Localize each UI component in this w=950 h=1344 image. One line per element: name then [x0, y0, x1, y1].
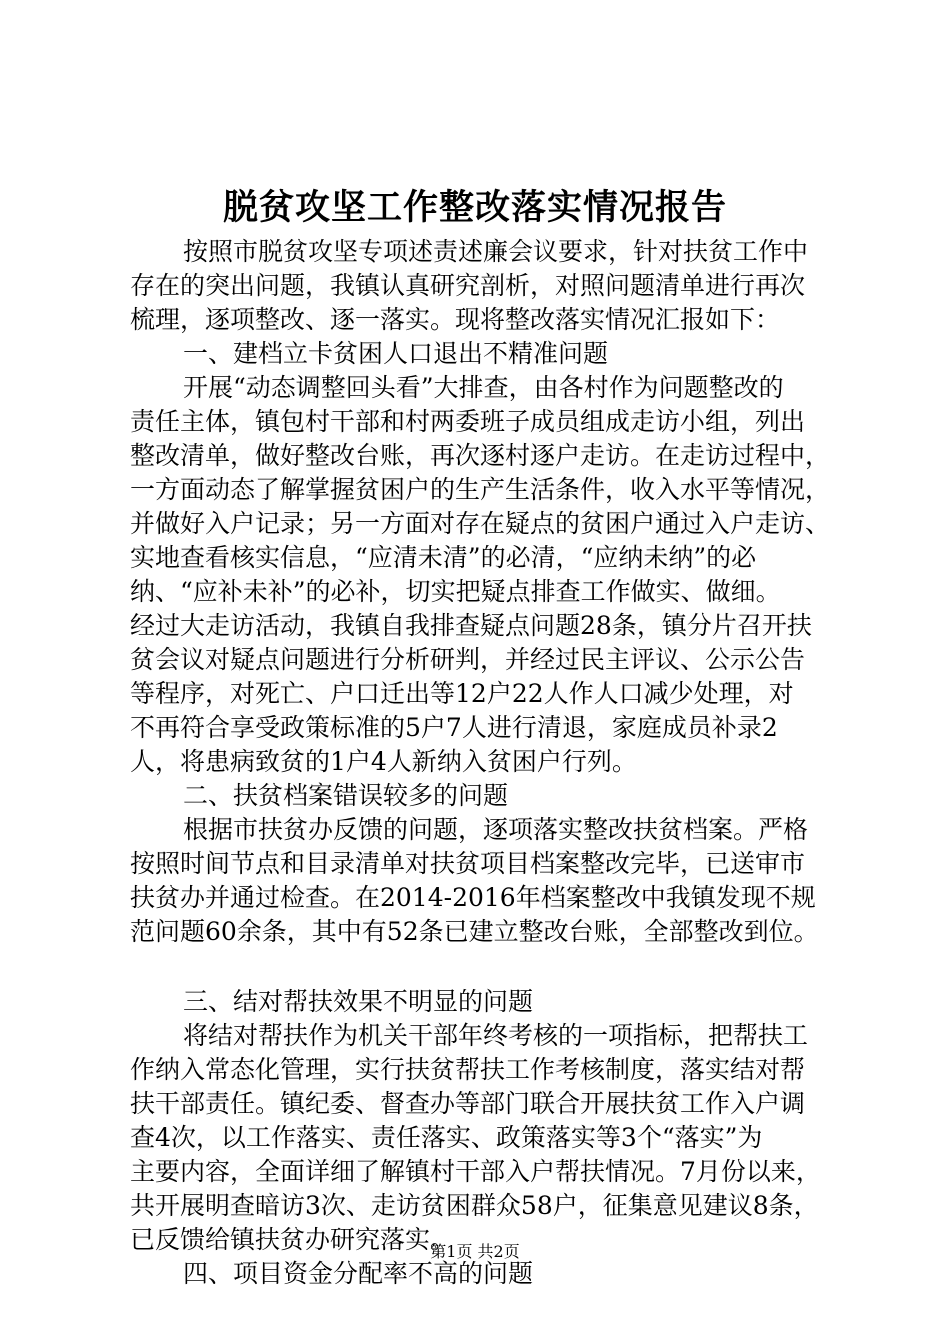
- section-heading-2: 二、扶贫档案错误较多的问题: [183, 781, 509, 810]
- section-1-paragraph-line: 责任主体，镇包村干部和村两委班子成员组成走访小组，列出: [130, 407, 806, 436]
- section-2-paragraph-line: 范问题60余条，其中有52条已建立整改台账，全部整改到位。: [130, 917, 819, 946]
- section-3-paragraph-line: 扶干部责任。镇纪委、督查办等部门联合开展扶贫工作入户调: [130, 1089, 806, 1118]
- section-heading-1: 一、建档立卡贫困人口退出不精准问题: [183, 339, 609, 368]
- paragraph-gap: [130, 949, 830, 985]
- section-1-paragraph-line: 纳、“应补未补”的必补，切实把疑点排查工作做实、做细。: [130, 577, 781, 606]
- page-number-footer: 第1页 共2页: [430, 1242, 520, 1261]
- section-1-paragraph-line: 经过大走访活动，我镇自我排查疑点问题28条，镇分片召开扶: [130, 611, 812, 640]
- section-1-paragraph-line: 整改清单，做好整改台账，再次逐村逐户走访。在走访过程中，: [130, 441, 831, 470]
- paragraph-intro-line: 梳理，逐项整改、逐一落实。现将整改落实情况汇报如下：: [130, 305, 781, 334]
- page-title: 脱贫攻坚工作整改落实情况报告: [222, 187, 727, 228]
- section-3-paragraph-line: 将结对帮扶作为机关干部年终考核的一项指标，把帮扶工: [183, 1021, 809, 1050]
- section-2-paragraph-line: 按照时间节点和目录清单对扶贫项目档案整改完毕，已送审市: [130, 849, 806, 878]
- section-3-paragraph-line: 已反馈给镇扶贫办研究落实。: [130, 1225, 456, 1254]
- section-1-paragraph-line: 实地查看核实信息，“应清未清”的必清，“应纳未纳”的必: [130, 543, 757, 572]
- section-1-paragraph-line: 贫会议对疑点问题进行分析研判，并经过民主评议、公示公告: [130, 645, 806, 674]
- section-1-paragraph-line: 不再符合享受政策标准的5户7人进行清退，家庭成员补录2: [130, 713, 778, 742]
- paragraph-intro-line: 存在的突出问题，我镇认真研究剖析，对照问题清单进行再次: [130, 271, 806, 300]
- section-1-paragraph-line: 并做好入户记录；另一方面对存在疑点的贫困户通过入户走访、: [130, 509, 831, 538]
- section-1-paragraph-line: 人，将患病致贫的1户4人新纳入贫困户行列。: [130, 747, 637, 776]
- section-1-paragraph-line: 开展“动态调整回头看”大排查，由各村作为问题整改的: [183, 373, 784, 402]
- section-1-paragraph-line: 一方面动态了解掌握贫困户的生产生活条件，收入水平等情况，: [130, 475, 831, 504]
- section-3-paragraph-line: 查4次，以工作落实、责任落实、政策落实等3个“落实”为: [130, 1123, 763, 1152]
- section-3-paragraph-line: 主要内容，全面详细了解镇村干部入户帮扶情况。7月份以来，: [130, 1157, 821, 1186]
- section-2-paragraph-line: 扶贫办并通过检查。在2014-2016年档案整改中我镇发现不规: [130, 883, 816, 912]
- section-2-paragraph-line: 根据市扶贫办反馈的问题，逐项落实整改扶贫档案。严格: [183, 815, 809, 844]
- report-body: [130, 235, 830, 1291]
- section-1-paragraph-line: 等程序，对死亡、户口迁出等12户22人作人口减少处理，对: [130, 679, 794, 708]
- section-3-paragraph-line: 作纳入常态化管理，实行扶贫帮扶工作考核制度，落实结对帮: [130, 1055, 806, 1084]
- paragraph-intro-line: 按照市脱贫攻坚专项述责述廉会议要求，针对扶贫工作中: [183, 237, 809, 266]
- section-heading-4: 四、项目资金分配率不高的问题: [183, 1259, 534, 1288]
- section-heading-3: 三、结对帮扶效果不明显的问题: [183, 987, 534, 1016]
- section-3-paragraph-line: 共开展明查暗访3次、走访贫困群众58户，征集意见建议8条，: [130, 1191, 819, 1220]
